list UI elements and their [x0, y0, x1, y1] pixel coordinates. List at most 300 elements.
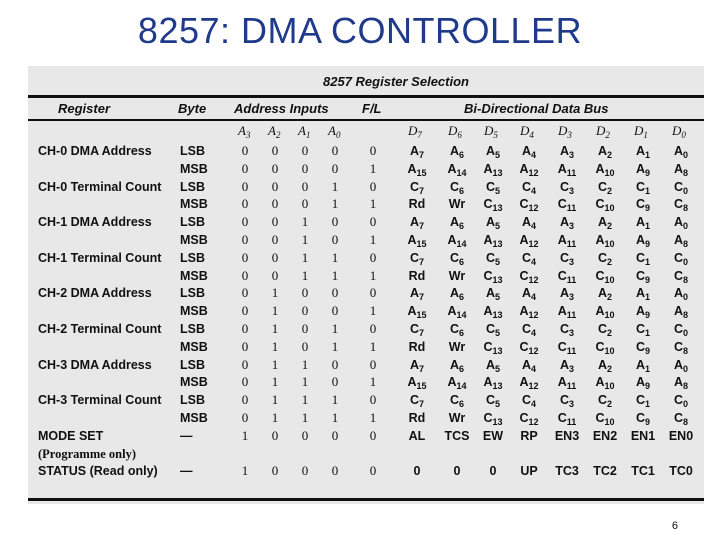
byte-cell: LSB [180, 144, 205, 158]
data-bus-bit-label: $C_{13}$ [483, 339, 503, 356]
data-bus-bit [546, 267, 588, 285]
address-bit: 0 [241, 232, 249, 247]
address-bit: 1 [301, 392, 309, 408]
data-bus-bit-label: $A_5$ [485, 357, 501, 374]
data-bus-bit-label: $C_0$ [673, 179, 689, 196]
address-bit: 0 [241, 143, 249, 158]
fl-bit: 1 [369, 338, 377, 354]
address-bit: 0 [241, 214, 249, 230]
bottom-rule [28, 498, 704, 501]
address-bit: 1 [331, 249, 339, 265]
data-bus-bit [508, 409, 550, 427]
data-bus-bit-label: $A_{14}$ [447, 161, 467, 178]
data-bus-bit-label: $C_3$ [559, 322, 575, 338]
data-bus-bit [508, 249, 550, 267]
address-bit: 1 [331, 178, 339, 194]
address-bit: 0 [241, 285, 249, 301]
data-bus-bit-label: $A_9$ [635, 161, 651, 178]
data-bus-bit-label: $C_3$ [559, 250, 575, 267]
address-bit: 1 [271, 356, 279, 372]
table-caption: 8257 Register Selection [323, 74, 469, 89]
data-bus-bit-label: $A_0$ [673, 286, 689, 303]
data-bus-bit [584, 356, 626, 374]
data-bus-bit-label: $C_{10}$ [595, 268, 615, 285]
data-bus-bit [660, 160, 702, 178]
data-bus-bit-label: $C_6$ [449, 179, 465, 196]
data-bus-bit [508, 213, 550, 231]
data-bus-bit [584, 213, 626, 231]
address-bit: 0 [331, 232, 339, 247]
data-bus-bit-label: $A_3$ [559, 144, 575, 160]
data-bus-bit [622, 373, 664, 391]
page-number: 6 [671, 520, 678, 532]
data-bus-bit-label: $C_5$ [485, 393, 501, 410]
address-bit: 1 [331, 392, 339, 408]
data-bus-bit-label: $A_4$ [521, 357, 537, 374]
address-bit: 1 [331, 196, 339, 212]
data-bus-bit [508, 320, 550, 338]
address-bit: 0 [271, 178, 279, 194]
data-bus-bit [396, 373, 438, 391]
data-bus-bit [546, 249, 588, 267]
data-bus-bit-label: $A_7$ [409, 215, 425, 232]
data-bus-bit [660, 409, 702, 427]
data-bus-bit [584, 427, 626, 445]
data-bus-bit [508, 338, 550, 356]
address-bit: 0 [241, 160, 249, 176]
address-subheader-label: $A_2$ [268, 123, 281, 140]
data-bus-bit [396, 142, 438, 160]
address-bit: 0 [301, 178, 309, 194]
data-subheader-label: $D_0$ [672, 123, 686, 140]
data-bus-bit-label: $C_{13}$ [483, 268, 503, 285]
data-bus-bit-label: $C_1$ [635, 322, 651, 338]
data-bus-bit [622, 142, 664, 160]
byte-cell: MSB [180, 233, 208, 247]
data-bus-bit-label: $C_8$ [673, 268, 689, 285]
data-subheader-label: $D_1$ [634, 123, 648, 140]
data-bus-bit-label: $A_{10}$ [595, 161, 615, 178]
data-bus-bit-label: Wr [448, 197, 466, 212]
data-bus-bit-label: $C_9$ [635, 268, 651, 285]
address-bit: 1 [271, 338, 279, 354]
address-bit: 0 [301, 303, 309, 319]
data-bus-bit-label: $C_5$ [485, 250, 501, 267]
data-bus-bit [508, 178, 550, 196]
data-bus-bit-label: $C_2$ [597, 322, 613, 338]
register-name: MODE SET [38, 428, 104, 443]
data-bus-bit [660, 427, 702, 445]
data-bus-bit-label: $C_{13}$ [483, 411, 503, 427]
address-bit: 0 [301, 143, 309, 158]
table-row [28, 213, 704, 231]
table-row [28, 231, 704, 249]
data-bus-bit [546, 213, 588, 231]
data-bus-bit-label: $A_2$ [597, 357, 613, 374]
data-subheader-label: $D_2$ [596, 123, 610, 140]
address-bit: 0 [331, 160, 339, 176]
data-bus-bit-label: $C_4$ [521, 322, 537, 338]
data-subheader [634, 123, 648, 139]
data-bus-bit [584, 267, 626, 285]
data-bus-bit-label: $C_{12}$ [519, 268, 539, 285]
address-bit: 1 [301, 232, 309, 247]
data-subheader [558, 123, 572, 139]
data-bus-bit-label: $A_{15}$ [407, 304, 427, 321]
data-bus-bit [660, 213, 702, 231]
address-bit: 1 [301, 249, 309, 265]
register-name: CH-2 DMA Address [38, 286, 152, 301]
data-bus-bit-label: $A_7$ [409, 286, 425, 303]
data-bus-bit [508, 356, 550, 374]
data-bus-bit [622, 462, 664, 480]
table-row [28, 373, 704, 391]
data-bus-bit-label: $A_2$ [597, 286, 613, 303]
data-bus-bit [622, 320, 664, 338]
data-bus-bit-label: $C_{10}$ [595, 339, 615, 356]
data-bus-bit-label: $A_4$ [521, 286, 537, 303]
address-bit: 1 [331, 410, 339, 425]
data-bus-bit-label: $A_5$ [485, 286, 501, 303]
register-name: CH-1 Terminal Count [38, 250, 162, 265]
fl-bit: 1 [369, 196, 377, 212]
fl-bit: 0 [369, 249, 377, 265]
header-byte: Byte [178, 101, 207, 116]
fl-bit: 1 [369, 410, 377, 425]
register-name: CH-2 Terminal Count [38, 322, 162, 336]
data-bus-bit-label: $A_8$ [673, 161, 689, 178]
data-bus-bit-label: $A_{12}$ [519, 375, 539, 392]
data-bus-bit-label: $A_8$ [673, 233, 689, 249]
data-bus-bit [622, 195, 664, 213]
data-bus-bit [622, 391, 664, 409]
data-bus-bit-label: AL [408, 428, 426, 443]
register-name: STATUS (Read only) [38, 464, 158, 479]
data-bus-bit-label: $A_1$ [635, 215, 651, 232]
data-bus-bit-label: $C_6$ [449, 393, 465, 410]
data-bus-bit [622, 284, 664, 302]
data-bus-bit-label: $A_4$ [521, 215, 537, 232]
data-bus-bit-label: Rd [408, 339, 426, 354]
address-bit: 1 [241, 427, 249, 443]
address-bit: 1 [331, 338, 339, 354]
header-rule [28, 119, 704, 121]
address-bit: 0 [301, 196, 309, 212]
data-bus-bit-label: $A_9$ [635, 233, 651, 249]
byte-cell: LSB [180, 322, 205, 336]
data-bus-bit-label: $C_9$ [635, 411, 651, 427]
data-bus-bit-label: $A_6$ [449, 357, 465, 374]
data-bus-bit [660, 462, 702, 480]
data-bus-bit [508, 462, 550, 480]
data-bus-bit [622, 160, 664, 178]
data-bus-bit-label: $C_{11}$ [557, 197, 577, 214]
address-bit: 1 [271, 392, 279, 408]
data-bus-bit [508, 284, 550, 302]
data-bus-bit [546, 320, 588, 338]
byte-cell: MSB [180, 304, 208, 319]
byte-cell: LSB [180, 357, 205, 372]
address-bit: 0 [331, 303, 339, 319]
data-bus-bit [396, 356, 438, 374]
address-bit: 0 [241, 178, 249, 194]
byte-cell: MSB [180, 339, 208, 354]
data-bus-bit-label: $A_1$ [635, 144, 651, 160]
byte-cell: LSB [180, 215, 205, 230]
data-bus-bit [546, 231, 588, 249]
fl-bit: 0 [369, 356, 377, 372]
data-bus-bit [546, 302, 588, 320]
data-bus-bit-label: $C_5$ [485, 179, 501, 196]
address-bit: 1 [301, 356, 309, 372]
address-bit: 0 [271, 143, 279, 158]
data-bus-bit [584, 160, 626, 178]
data-bus-bit-label: $C_9$ [635, 339, 651, 356]
table-row [28, 409, 704, 427]
data-bus-bit-label: $C_{11}$ [557, 339, 577, 356]
header-fl: F/L [362, 101, 382, 116]
data-bus-bit-label: $A_7$ [409, 144, 425, 160]
data-bus-bit [584, 142, 626, 160]
data-bus-bit-label: $C_7$ [409, 322, 425, 338]
data-bus-bit [622, 409, 664, 427]
table-row [28, 160, 704, 178]
data-bus-bit [622, 302, 664, 320]
address-subheader [238, 123, 250, 139]
data-bus-bit [546, 373, 588, 391]
data-bus-bit-label: $A_{10}$ [595, 233, 615, 249]
address-bit: 0 [241, 410, 249, 425]
data-bus-bit-label: Rd [408, 411, 426, 425]
data-bus-bit [396, 195, 438, 213]
data-bus-bit-label: $A_{12}$ [519, 304, 539, 321]
data-bus-bit-label: $C_2$ [597, 250, 613, 267]
fl-bit: 1 [369, 232, 377, 247]
data-bus-bit-label: $C_7$ [409, 179, 425, 196]
fl-bit: 1 [369, 303, 377, 319]
data-bus-bit-label: $C_{10}$ [595, 411, 615, 427]
data-bus-bit [584, 195, 626, 213]
address-bit: 1 [241, 463, 249, 479]
table-row [28, 178, 704, 196]
address-subheader-label: $A_1$ [298, 123, 311, 140]
data-bus-bit [396, 213, 438, 231]
data-bus-bit-label: $A_{10}$ [595, 375, 615, 392]
register-name: CH-0 DMA Address [38, 144, 152, 158]
data-bus-bit-label: $C_6$ [449, 250, 465, 267]
data-bus-bit [622, 356, 664, 374]
address-bit: 1 [331, 321, 339, 336]
data-bus-bit-label: $A_{11}$ [557, 375, 577, 392]
data-bus-bit-label: $A_{11}$ [557, 304, 577, 321]
data-bus-bit [396, 338, 438, 356]
data-bus-bit-label: 0 [413, 464, 421, 479]
data-bus-bit [584, 231, 626, 249]
address-bit: 0 [331, 427, 339, 443]
table-row [28, 427, 704, 445]
data-bus-bit-label: $A_{13}$ [483, 375, 503, 392]
header-register: Register [58, 101, 111, 116]
data-bus-bit [660, 391, 702, 409]
address-subheader-label: $A_0$ [328, 123, 341, 140]
register-name: CH-1 DMA Address [38, 215, 152, 230]
data-bus-bit [660, 356, 702, 374]
data-bus-bit-label: $C_4$ [521, 393, 537, 410]
fl-bit: 0 [369, 463, 377, 479]
data-bus-bit-label: $C_2$ [597, 179, 613, 196]
byte-cell: LSB [180, 286, 205, 301]
data-bus-bit-label: $A_6$ [449, 286, 465, 303]
address-bit: 0 [271, 463, 279, 479]
data-bus-bit-label: $C_{12}$ [519, 339, 539, 356]
data-bus-bit-label: $A_{13}$ [483, 161, 503, 178]
header-address-inputs: Address Inputs [234, 101, 329, 116]
data-subheader-label: $D_7$ [408, 123, 422, 140]
data-bus-bit-label: $C_4$ [521, 250, 537, 267]
table-row [28, 249, 704, 267]
address-bit: 0 [271, 249, 279, 265]
address-subheader [328, 123, 340, 139]
fl-bit: 1 [369, 160, 377, 176]
data-bus-bit [508, 302, 550, 320]
data-bus-bit-label: EN1 [630, 428, 656, 443]
address-bit: 0 [241, 267, 249, 283]
data-bus-bit-label: $A_1$ [635, 357, 651, 374]
data-bus-bit [396, 160, 438, 178]
data-bus-bit-label: $A_3$ [559, 357, 575, 374]
address-bit: 1 [331, 267, 339, 283]
data-subheader [408, 123, 422, 139]
data-bus-bit-label: $A_{14}$ [447, 375, 467, 392]
data-bus-bit-label: $A_5$ [485, 215, 501, 232]
data-bus-bit-label: $C_1$ [635, 393, 651, 410]
table-row [28, 445, 704, 463]
data-bus-bit-label: $A_6$ [449, 215, 465, 232]
data-bus-bit-label: $A_{15}$ [407, 161, 427, 178]
data-bus-bit-label: Wr [448, 268, 466, 283]
data-bus-bit [546, 178, 588, 196]
byte-cell: LSB [180, 250, 205, 265]
data-bus-bit [584, 462, 626, 480]
data-bus-bit-label: $C_5$ [485, 322, 501, 338]
data-bus-bit-label: TC2 [593, 464, 617, 479]
table-row [28, 267, 704, 285]
data-bus-bit-label: EN0 [668, 428, 694, 443]
data-subheader-label: $D_6$ [448, 123, 462, 140]
table-row [28, 284, 704, 302]
data-subheader-label: $D_5$ [484, 123, 498, 140]
data-bus-bit [622, 267, 664, 285]
data-bus-bit [508, 391, 550, 409]
data-bus-bit-label: 0 [489, 464, 497, 479]
data-bus-bit-label: $C_8$ [673, 197, 689, 214]
data-bus-bit [584, 178, 626, 196]
address-bit: 0 [271, 267, 279, 283]
data-bus-bit [546, 391, 588, 409]
table-row [28, 462, 704, 480]
data-bus-bit [396, 391, 438, 409]
data-bus-bit [396, 178, 438, 196]
address-bit: 0 [331, 463, 339, 479]
data-bus-bit-label: $C_{10}$ [595, 197, 615, 214]
data-bus-bit [508, 231, 550, 249]
data-subheader-label: $D_4$ [520, 123, 534, 140]
data-bus-bit [660, 231, 702, 249]
data-bus-bit-label: $A_{15}$ [407, 233, 427, 249]
data-bus-bit [396, 284, 438, 302]
address-subheader-label: $A_3$ [238, 123, 251, 140]
data-bus-bit [584, 284, 626, 302]
table-row [28, 338, 704, 356]
data-bus-bit [396, 409, 438, 427]
data-bus-bit-label: $C_3$ [559, 179, 575, 196]
fl-bit: 1 [369, 374, 377, 390]
data-bus-bit [396, 320, 438, 338]
byte-cell: LSB [180, 179, 205, 194]
data-bus-bit-label: $A_2$ [597, 215, 613, 232]
address-bit: 0 [301, 463, 309, 479]
data-subheader [520, 123, 534, 139]
byte-cell: MSB [180, 375, 208, 390]
data-bus-bit [622, 178, 664, 196]
address-bit: 0 [241, 392, 249, 408]
data-bus-bit-label: $A_{13}$ [483, 233, 503, 249]
data-bus-bit [660, 267, 702, 285]
data-bus-bit [584, 320, 626, 338]
data-bus-bit [546, 284, 588, 302]
data-bus-bit [396, 462, 438, 480]
data-bus-bit [396, 231, 438, 249]
header-data-bus: Bi-Directional Data Bus [464, 101, 609, 116]
data-bus-bit-label: $A_{14}$ [447, 304, 467, 321]
data-bus-bit-label: $A_0$ [673, 215, 689, 232]
data-bus-bit-label: $A_3$ [559, 215, 575, 232]
fl-bit: 0 [369, 178, 377, 194]
data-bus-bit-label: $C_1$ [635, 179, 651, 196]
table-row [28, 195, 704, 213]
byte-cell: — [180, 464, 193, 479]
data-bus-bit [622, 338, 664, 356]
address-bit: 0 [271, 160, 279, 176]
data-bus-bit [546, 195, 588, 213]
data-bus-bit-label: TCS [444, 428, 470, 443]
address-bit: 1 [271, 374, 279, 390]
data-bus-bit [546, 142, 588, 160]
data-bus-bit-label: $C_7$ [409, 393, 425, 410]
address-bit: 1 [301, 374, 309, 390]
data-bus-bit-label: EN2 [592, 428, 618, 443]
data-subheader [672, 123, 686, 139]
table-row [28, 391, 704, 409]
data-bus-bit [660, 302, 702, 320]
data-bus-bit-label: $A_0$ [673, 357, 689, 374]
address-bit: 0 [331, 143, 339, 158]
address-bit: 1 [271, 285, 279, 301]
data-bus-bit-label: Wr [448, 339, 466, 354]
address-bit: 0 [331, 374, 339, 390]
address-bit: 0 [301, 160, 309, 176]
data-bus-bit [584, 302, 626, 320]
address-subheader [298, 123, 310, 139]
slide-title: 8257: DMA CONTROLLER [137, 10, 583, 51]
data-bus-bit-label: $C_8$ [673, 411, 689, 427]
address-bit: 0 [331, 214, 339, 230]
table-row [28, 356, 704, 374]
data-bus-bit [660, 320, 702, 338]
data-bus-bit-label: $C_4$ [521, 179, 537, 196]
data-subheader [484, 123, 498, 139]
data-bus-bit [546, 462, 588, 480]
